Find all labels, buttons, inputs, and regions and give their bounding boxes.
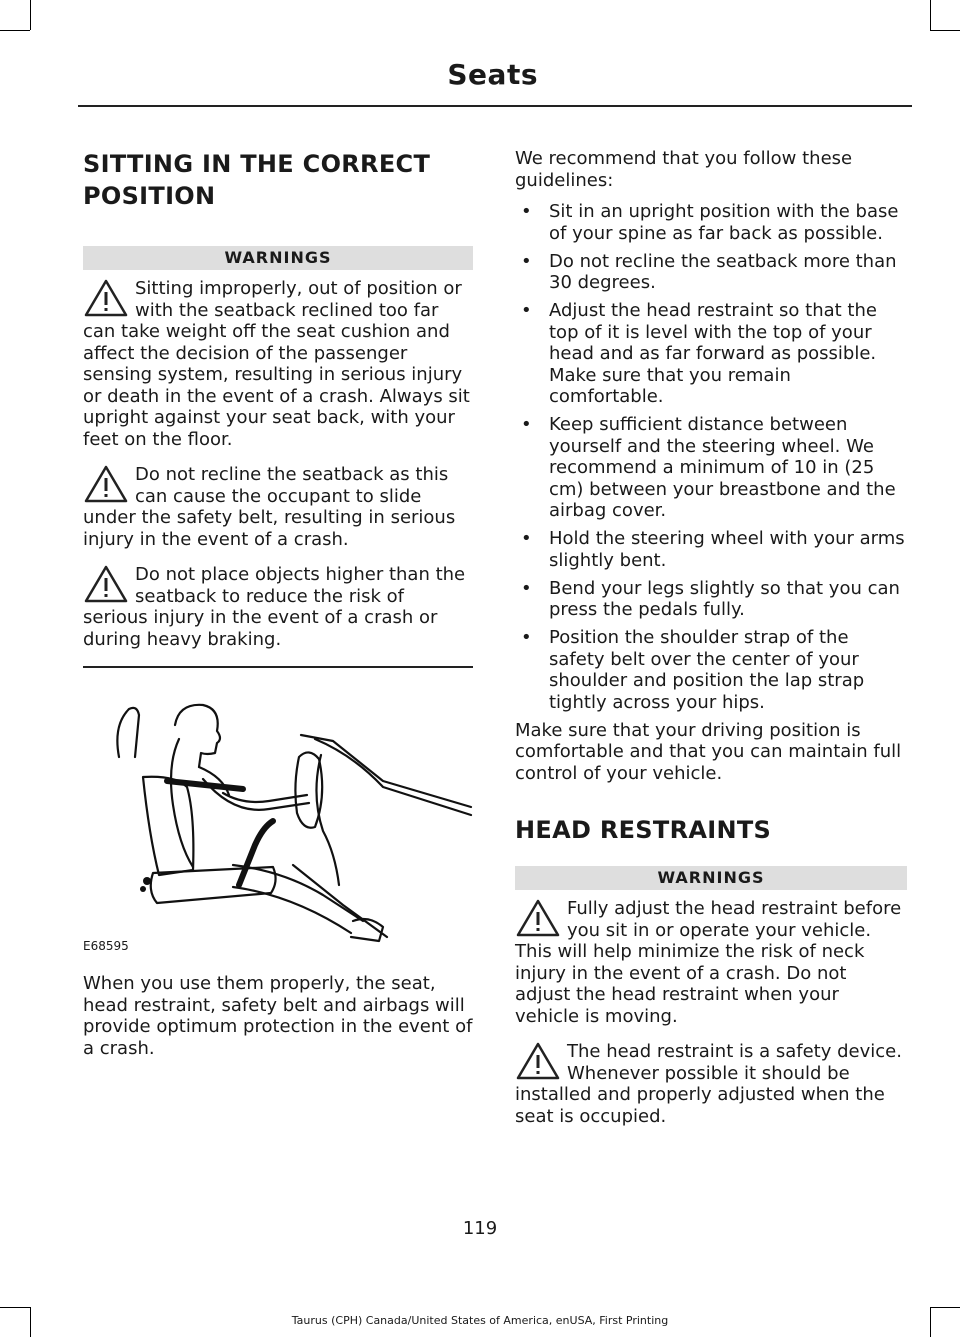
closing-paragraph: Make sure that your driving position is comfortable and that you can maintain full control of your vehicle. <box>515 719 902 784</box>
seating-position-illustration <box>83 695 475 957</box>
after-figure-paragraph: When you use them properly, the seat, head restraint, safety belt and airbags will provide optimum protection in the event of a crash. <box>83 973 473 1059</box>
list-item: • Sit in an upright position with the base of your spine as far back as possible. <box>515 201 907 244</box>
crop-mark <box>930 1307 960 1308</box>
crop-mark <box>0 1307 30 1308</box>
list-item: • Do not recline the seatback more than 30 degrees. <box>515 251 907 294</box>
section-title: Seats <box>447 58 538 91</box>
warning-triangle-icon <box>83 564 129 604</box>
intro-paragraph: We recommend that you follow these guidelines: <box>515 148 853 191</box>
warning-item <box>515 1041 907 1127</box>
list-item: • Adjust the head restraint so that the top of it is level with the top of your head and as far forward as possible. Make sure that you remain comfortable. <box>515 300 907 408</box>
warning-triangle-icon <box>83 278 129 318</box>
crop-mark <box>30 0 31 30</box>
warning-triangle-icon <box>515 1041 561 1081</box>
list-item: • Hold the steering wheel with your arms slightly bent. <box>515 528 907 571</box>
warning-text: The head restraint is a safety device. Whenever possible it should be installed and properly adjusted when the seat is occupied. <box>515 1041 902 1127</box>
warning-item <box>83 278 473 450</box>
warning-text: Sitting improperly, out of position or with the seatback reclined too far can take weight off the seat cushion and affect the decision of the passenger sensing system, resulting in serious injury or death in the event of a crash. Always sit upright against your seat back, with your feet on the floor. <box>83 278 470 450</box>
heading-line-2: POSITION <box>83 182 216 210</box>
header-rule <box>78 105 912 107</box>
right-column <box>515 148 907 1127</box>
warning-item <box>515 898 907 1027</box>
head-restraints-heading: HEAD RESTRAINTS <box>515 816 772 844</box>
heading-line-1: SITTING IN THE CORRECT <box>83 150 431 178</box>
section-heading <box>83 148 473 212</box>
warning-text: Do not recline the seatback as this can cause the occupant to slide under the safety belt, resulting in serious injury in the event of a crash. <box>83 464 456 550</box>
list-item: • Keep sufficient distance between yourself and the steering wheel. We recommend a minimum of 10 in (25 cm) between your breastbone and the airbag cover. <box>515 414 907 522</box>
driver-seated-diagram <box>83 695 475 957</box>
crop-mark <box>0 30 30 31</box>
page-number: 119 <box>462 1218 498 1239</box>
warning-triangle-icon <box>83 464 129 504</box>
crop-mark <box>930 0 931 30</box>
footer-text: Taurus (CPH) Canada/United States of America, enUSA, First Printing <box>291 1314 669 1327</box>
warning-item <box>83 464 473 550</box>
list-item: • Bend your legs slightly so that you can press the pedals fully. <box>515 578 907 621</box>
warning-text: Do not place objects higher than the seatback to reduce the risk of serious injury in the event of a crash or during heavy braking. <box>83 564 466 650</box>
left-column <box>83 148 473 668</box>
warnings-bar: WARNINGS <box>83 246 473 270</box>
warning-item <box>83 564 473 650</box>
list-item: • Position the shoulder strap of the safety belt over the center of your shoulder and position the lap strap tightly across your hips. <box>515 627 907 713</box>
guidelines-list <box>515 201 907 713</box>
warning-text: Fully adjust the head restraint before you sit in or operate your vehicle. This will help minimize the risk of neck injury in the event of a crash. Do not adjust the head restraint when your vehicle is moving. <box>515 898 902 1027</box>
crop-mark <box>930 30 960 31</box>
warnings-end-rule <box>83 666 473 668</box>
warning-triangle-icon <box>515 898 561 938</box>
warnings-bar: WARNINGS <box>515 866 907 890</box>
figure-label: E68595 <box>83 939 129 953</box>
